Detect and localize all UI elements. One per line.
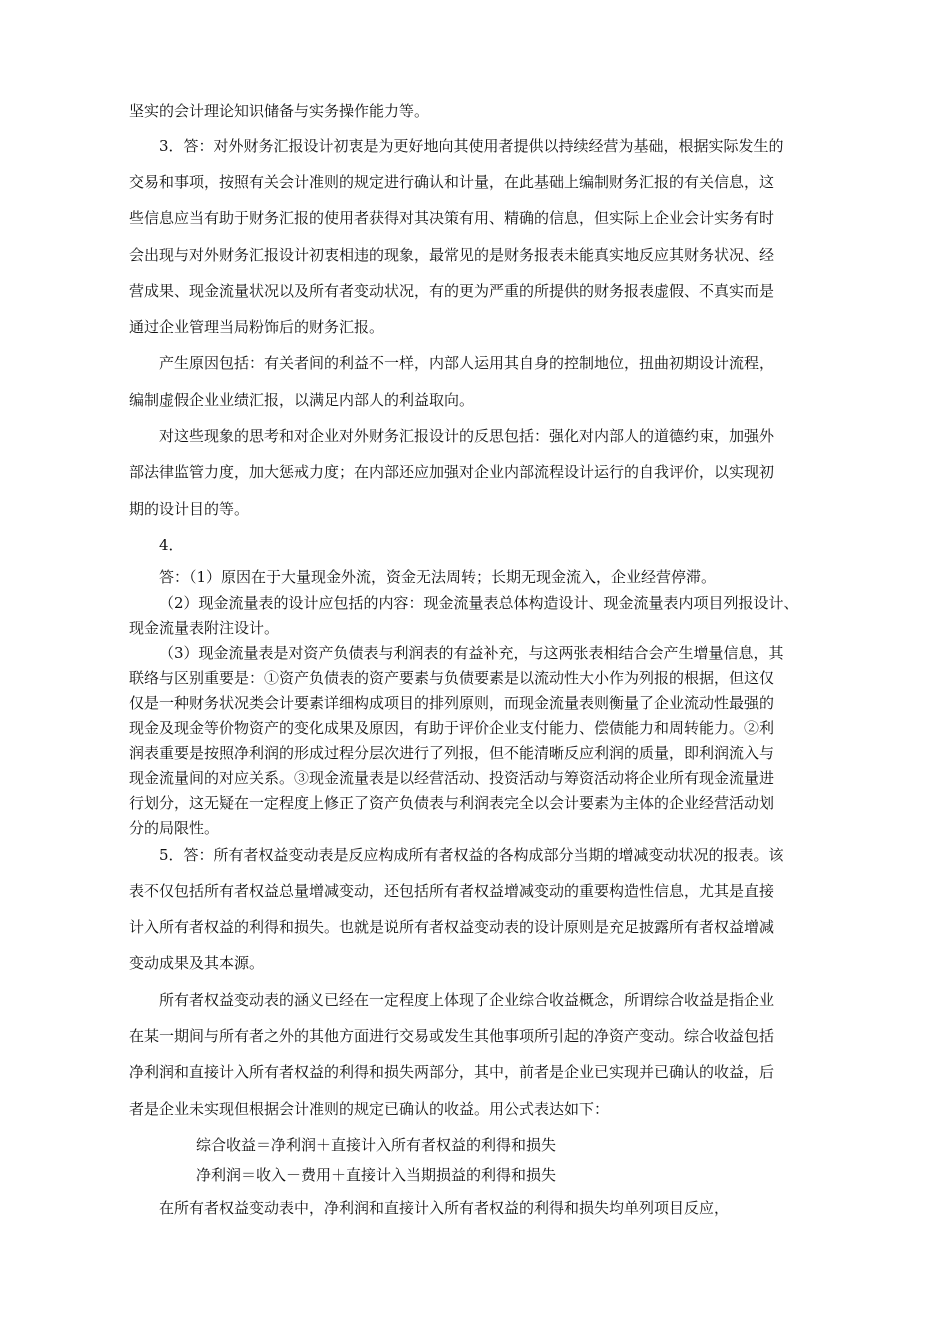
text-line: 者是企业未实现但根据会计准则的规定已确认的收益。用公式表达如下： — [129, 1100, 610, 1118]
text-line: 答：（1）原因在于大量现金外流，资金无法周转；长期无现金流入，企业经营停滞。 — [159, 568, 717, 586]
text-line: 计入所有者权益的利得和损失。也就是说所有者权益变动表的设计原则是充足披露所有者权益增减 — [129, 918, 775, 936]
formula-line: 综合收益＝净利润＋直接计入所有者权益的利得和损失 — [196, 1136, 557, 1154]
text-line: 仅是一种财务状况类会计要素详细构成项目的排列原则，而现金流量表则衡量了企业流动性最强的 — [129, 694, 775, 712]
text-line: 分的局限性。 — [129, 819, 220, 837]
text-line: 编制虚假企业业绩汇报，以满足内部人的利益取向。 — [129, 391, 475, 409]
text-line: 部法律监管力度，加大惩戒力度；在内部还应加强对企业内部流程设计运行的自我评价，以实现初 — [129, 463, 775, 481]
text-line: 3．答：对外财务汇报设计初衷是为更好地向其使用者提供以持续经营为基础，根据实际发生的 — [159, 137, 784, 155]
text-line: （2）现金流量表的设计应包括的内容：现金流量表总体构造设计、现金流量表内项目列报设计、 — [159, 594, 799, 612]
text-line: 坚实的会计理论知识储备与实务操作能力等。 — [129, 102, 430, 120]
text-line: 表不仅包括所有者权益总量增减变动，还包括所有者权益增减变动的重要构造性信息，尤其是直接 — [129, 882, 775, 900]
text-line: 行划分，这无疑在一定程度上修正了资产负债表与利润表完全以会计要素为主体的企业经营活动划 — [129, 794, 775, 812]
text-line: 5．答：所有者权益变动表是反应构成所有者权益的各构成部分当期的增减变动状况的报表。该 — [159, 846, 784, 864]
text-line: 变动成果及其本源。 — [129, 954, 265, 972]
text-line: 些信息应当有助于财务汇报的使用者获得对其决策有用、精确的信息，但实际上企业会计实务有时 — [129, 209, 775, 227]
text-line: 4． — [159, 536, 184, 554]
text-line: 联络与区别重要是：①资产负债表的资产要素与负债要素是以流动性大小作为列报的根据，但这仅 — [129, 669, 775, 687]
text-line: 营成果、现金流量状况以及所有者变动状况，有的更为严重的所提供的财务报表虚假、不真实而是 — [129, 282, 775, 300]
text-line: 对这些现象的思考和对企业对外财务汇报设计的反思包括：强化对内部人的道德约束，加强外 — [159, 427, 775, 445]
text-line: 现金流量表附注设计。 — [129, 619, 280, 637]
text-line: 所有者权益变动表的涵义已经在一定程度上体现了企业综合收益概念，所谓综合收益是指企业 — [159, 991, 775, 1009]
text-line: （3）现金流量表是对资产负债表与利润表的有益补充，与这两张表相结合会产生增量信息，其 — [159, 644, 784, 662]
text-line: 在某一期间与所有者之外的其他方面进行交易或发生其他事项所引起的净资产变动。综合收益包括 — [129, 1027, 775, 1045]
text-line: 净利润和直接计入所有者权益的利得和损失两部分，其中，前者是企业已实现并已确认的收益，后 — [129, 1063, 775, 1081]
text-line: 会出现与对外财务汇报设计初衷相违的现象，最常见的是财务报表未能真实地反应其财务状况、经 — [129, 246, 775, 264]
text-line: 现金及现金等价物资产的变化成果及原因，有助于评价企业支付能力、偿债能力和周转能力。②利 — [129, 719, 775, 737]
text-line: 现金流量间的对应关系。③现金流量表是以经营活动、投资活动与筹资活动将企业所有现金流量进 — [129, 769, 775, 787]
formula-line: 净利润＝收入－费用＋直接计入当期损益的利得和损失 — [196, 1166, 557, 1184]
text-line: 期的设计目的等。 — [129, 500, 250, 518]
text-line: 润表重要是按照净利润的形成过程分层次进行了列报，但不能清晰反应利润的质量，即利润流入与 — [129, 744, 775, 762]
text-line: 在所有者权益变动表中，净利润和直接计入所有者权益的利得和损失均单列项目反应， — [159, 1199, 730, 1217]
text-line: 交易和事项，按照有关会计准则的规定进行确认和计量，在此基础上编制财务汇报的有关信息，这 — [129, 173, 775, 191]
text-line: 产生原因包括：有关者间的利益不一样，内部人运用其自身的控制地位，扭曲初期设计流程， — [159, 354, 775, 372]
text-line: 通过企业管理当局粉饰后的财务汇报。 — [129, 318, 385, 336]
